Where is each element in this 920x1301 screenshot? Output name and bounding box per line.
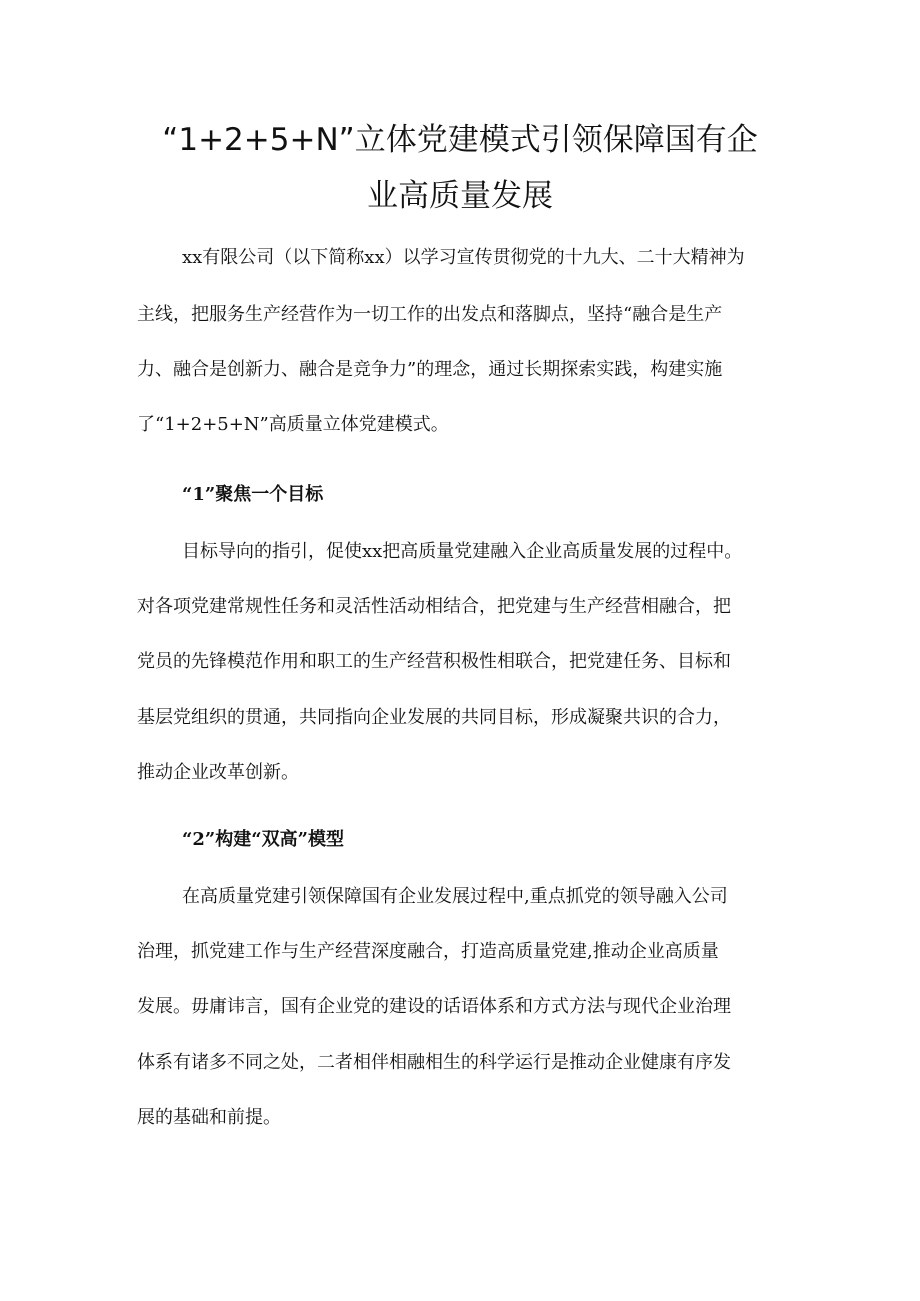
section-2-paragraph-line-2: 治理，抓党建工作与生产经营深度融合，打造高质量党建,推动企业高质量 (137, 941, 719, 962)
section-2-paragraph-line-4: 体系有诸多不同之处，二者相伴相融相生的科学运行是推动企业健康有序发 (137, 1052, 731, 1073)
section-1-paragraph-line-1: 目标导向的指引，促使xx把高质量党建融入企业高质量发展的过程中。 (182, 541, 743, 562)
intro-paragraph-line-4: 了“1+2+5+N”高质量立体党建模式。 (137, 414, 449, 435)
intro-paragraph-line-3: 力、融合是创新力、融合是竞争力”的理念，通过长期探索实践，构建实施 (137, 359, 723, 380)
section-2-paragraph-line-5: 展的基础和前提。 (137, 1107, 281, 1128)
intro-paragraph-line-1: xx有限公司（以下简称xx）以学习宣传贯彻党的十九大、二十大精神为 (182, 247, 745, 268)
document-title-line-2: 业高质量发展 (367, 178, 553, 214)
section-1-paragraph-line-5: 推动企业改革创新。 (137, 762, 299, 783)
section-1-heading: “1”聚焦一个目标 (182, 484, 324, 505)
section-2-heading: “2”构建“双高”模型 (182, 829, 344, 850)
section-2-paragraph-line-1: 在高质量党建引领保障国有企业发展过程中,重点抓党的领导融入公司 (182, 886, 728, 907)
section-1-paragraph-line-4: 基层党组织的贯通，共同指向企业发展的共同目标，形成凝聚共识的合力， (137, 707, 731, 728)
section-2-paragraph-line-3: 发展。毋庸讳言，国有企业党的建设的话语体系和方式方法与现代企业治理 (137, 996, 731, 1017)
section-1-paragraph-line-2: 对各项党建常规性任务和灵活性活动相结合，把党建与生产经营相融合，把 (137, 596, 731, 617)
document-title-line-1: “1+2+5+N”立体党建模式引领保障国有企 (162, 122, 758, 158)
intro-paragraph-line-2: 主线，把服务生产经营作为一切工作的出发点和落脚点，坚持“融合是生产 (137, 304, 723, 325)
section-1-paragraph-line-3: 党员的先锋模范作用和职工的生产经营积极性相联合，把党建任务、目标和 (137, 651, 731, 672)
